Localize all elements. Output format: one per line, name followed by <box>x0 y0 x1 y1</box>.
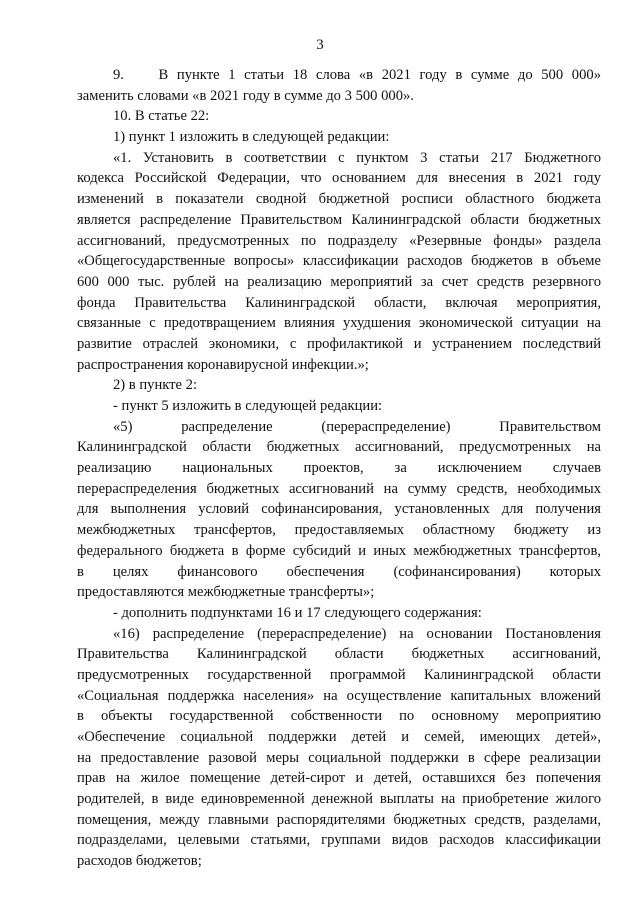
text-line: 10. В статье 22: <box>113 108 210 125</box>
text-line: 600 000 тыс. рублей на реализацию мероприятий за счет средств резервного <box>77 273 601 290</box>
text-line: предоставляются межбюджетные трансферты»; <box>77 584 375 601</box>
text-line: помещения, между главными распорядителями бюджетных средств, разделами, <box>77 811 601 828</box>
text-line: заменить словами «в 2021 году в сумме до 3 500 000». <box>77 87 414 104</box>
text-line: прав на жилое помещение детей-сирот и детей, оставшихся без попечения <box>77 770 601 787</box>
text-line: развитие отраслей экономики, с профилактикой и устранением последствий <box>77 335 601 352</box>
text-line: Правительства Калининградской области бюджетных ассигнований, <box>77 646 601 663</box>
text-line: предусмотренных государственной программой Калининградской области <box>77 666 601 683</box>
text-line: федерального бюджета в форме субсидий и иных межбюджетных трансфертов, <box>77 542 601 559</box>
text-line: «5) распределение (перераспределение) Правительством <box>113 418 601 435</box>
document-body <box>77 65 601 872</box>
text-line: «Общегосударственные вопросы» классификации расходов бюджетов в объеме <box>77 253 601 270</box>
text-line: перераспределения бюджетных ассигнований на сумму средств, необходимых <box>77 480 601 497</box>
text-line: «Социальная поддержка населения» на осуществление капитальных вложений <box>77 687 601 704</box>
text-line: - пункт 5 изложить в следующей редакции: <box>113 398 383 414</box>
text-line: реализацию национальных проектов, за исключением случаев <box>77 460 601 477</box>
text-line: подразделами, целевыми статьями, группами видов расходов классификации <box>77 832 601 849</box>
text-line: Калининградской области бюджетных ассигнований, предусмотренных на <box>77 439 601 456</box>
text-line: расходов бюджетов; <box>77 853 202 870</box>
text-line: связанные с предотвращением влияния ухудшения экономической ситуации на <box>77 315 601 332</box>
page-number: 3 <box>316 37 324 53</box>
text-line: «1. Установить в соответствии с пунктом 3 статьи 217 Бюджетного <box>113 149 601 166</box>
text-line: на предоставление разовой меры социальной поддержки в сфере реализации <box>77 749 601 766</box>
text-line: в целях финансового обеспечения (софинансирования) которых <box>77 563 601 580</box>
text-line: - дополнить подпунктами 16 и 17 следующего содержания: <box>113 604 482 621</box>
text-line: 1) пункт 1 изложить в следующей редакции: <box>113 129 390 146</box>
text-line: ассигнований, предусмотренных по подразделу «Резервные фонды» раздела <box>77 232 601 249</box>
text-line: родителей, в виде единовременной денежной выплаты на приобретение жилого <box>77 791 601 808</box>
text-line: 9. В пункте 1 статьи 18 слова «в 2021 году в сумме до 500 000» <box>113 67 601 83</box>
text-line: является распределение Правительством Калининградской области бюджетных <box>77 211 601 228</box>
text-line: межбюджетных трансфертов, предоставляемых областному бюджету из <box>77 522 601 539</box>
text-line: для выполнения условий софинансирования, установленных для получения <box>77 501 601 518</box>
text-line: в объекты государственной собственности по основному мероприятию <box>77 708 601 725</box>
text-line: распространения коронавирусной инфекции.»; <box>77 356 369 373</box>
text-line: кодекса Российской Федерации, что основанием для внесения в 2021 году <box>77 170 601 187</box>
text-line: изменений в показатели сводной бюджетной росписи областного бюджета <box>77 191 601 208</box>
text-line: «Обеспечение социальной поддержки детей и семей, имеющих детей», <box>77 729 601 745</box>
text-line: 2) в пункте 2: <box>113 377 198 394</box>
text-line: фонда Правительства Калининградской области, включая мероприятия, <box>77 294 601 311</box>
text-line: «16) распределение (перераспределение) на основании Постановления <box>113 625 601 642</box>
